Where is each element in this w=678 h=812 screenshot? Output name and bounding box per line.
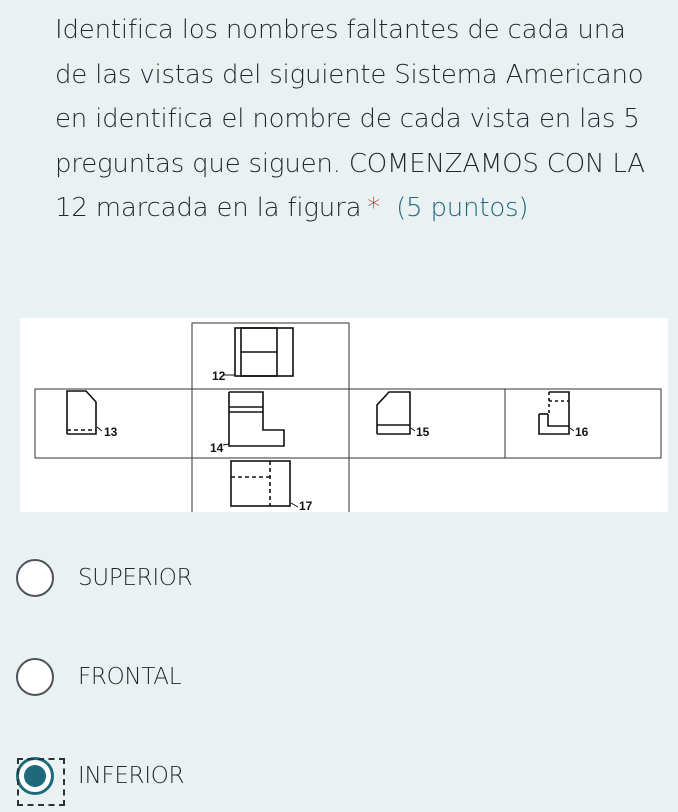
- view-17-shape: [231, 461, 290, 506]
- label-12: 12: [212, 369, 226, 383]
- label-13: 13: [104, 425, 118, 439]
- label-15: 15: [416, 425, 430, 439]
- label-16: 16: [575, 425, 589, 439]
- focus-ring: [17, 758, 65, 806]
- question-points: (5 puntos): [396, 193, 529, 223]
- option-superior[interactable]: [16, 554, 192, 602]
- question-text-block: [55, 8, 655, 231]
- question-text: Identifica los nombres faltantes de cada una de las vistas del siguiente Sistema Americano en identifica el nombre de cada vista en las 5 preguntas que siguen. COMENZAMOS CON LA 12 marcada en la figura: [55, 15, 645, 223]
- option-label: FRONTAL: [78, 664, 182, 690]
- option-label: INFERIOR: [78, 763, 185, 789]
- view-12-shape: [235, 328, 293, 376]
- option-frontal[interactable]: [16, 653, 181, 701]
- orthographic-views-figure: [20, 318, 668, 512]
- required-marker: *: [367, 193, 381, 223]
- option-label: SUPERIOR: [78, 565, 193, 591]
- option-inferior[interactable]: [16, 752, 184, 800]
- radio-superior[interactable]: [16, 559, 54, 597]
- label-17: 17: [299, 499, 313, 512]
- view-14-shape: [229, 392, 284, 446]
- view-16-shape: [539, 392, 569, 434]
- label-14: 14: [210, 441, 224, 455]
- radio-frontal[interactable]: [16, 658, 54, 696]
- views-diagram: [20, 318, 668, 512]
- cell-row-middle: [35, 389, 661, 458]
- radio-inferior-selected[interactable]: [16, 757, 54, 795]
- view-13-shape: [67, 391, 96, 434]
- view-15-shape: [377, 392, 410, 434]
